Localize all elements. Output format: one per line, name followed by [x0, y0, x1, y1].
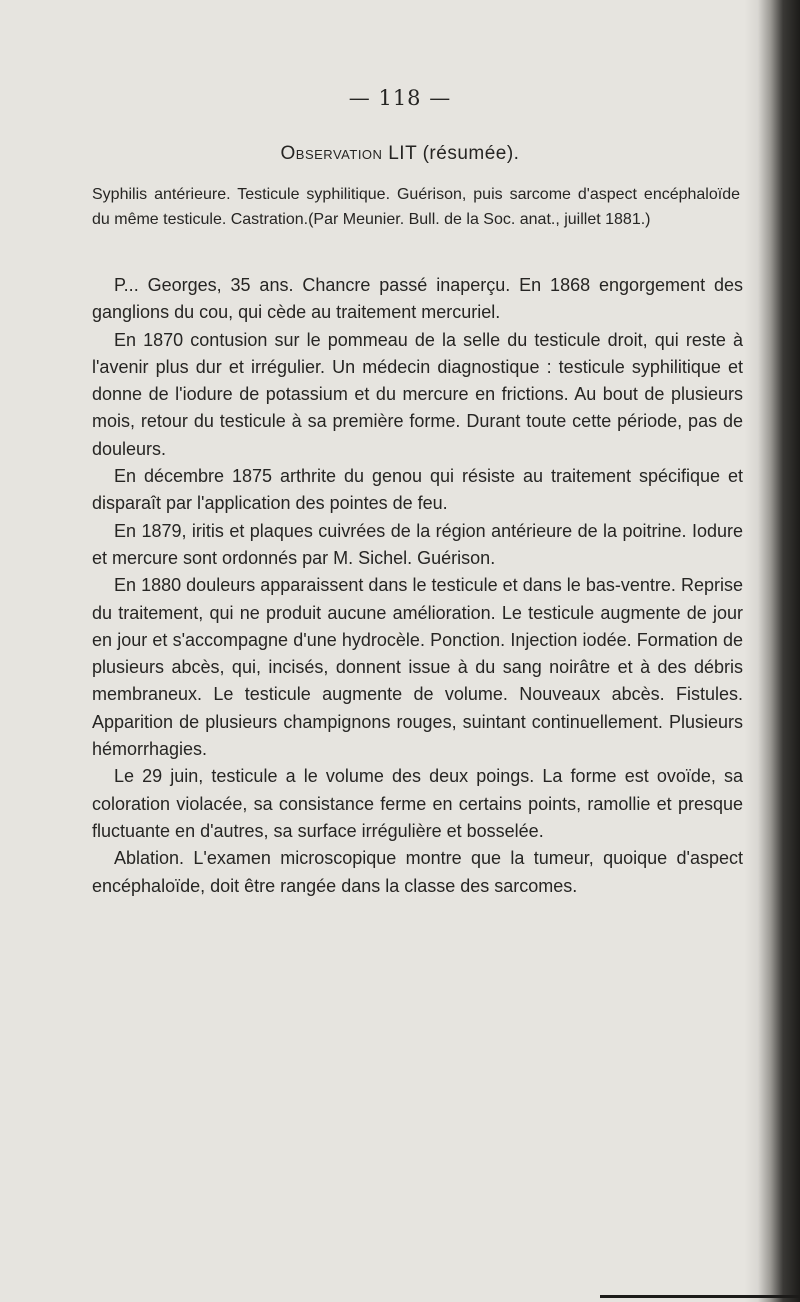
observation-body	[92, 272, 743, 900]
observation-title	[0, 143, 800, 165]
observation-summary: Syphilis antérieure. Testicule syphilitique. Guérison, puis sarcome d'aspect encéphaloïde du même testicule. Castration.(Par Meunier. Bull. de la Soc. anat., juillet 1881.)	[92, 186, 740, 228]
paragraph: En décembre 1875 arthrite du genou qui résiste au traitement spécifique et disparaît par l'application des pointes de feu.	[92, 466, 743, 514]
page-number: — 118 —	[348, 86, 452, 110]
paragraph: Ablation. L'examen microscopique montre que la tumeur, quoique d'aspect encéphaloïde, doit être rangée dans la classe des sarcomes.	[92, 848, 743, 896]
bottom-edge-line	[600, 1295, 800, 1298]
book-edge	[758, 0, 800, 1302]
observation-title-rest: LIT (résumée).	[388, 143, 520, 164]
paragraph: En 1880 douleurs apparaissent dans le testicule et dans le bas-ventre. Reprise du traitement, qui ne produit aucune amélioration. Le testicule augmente de jour en jour et s'accompagne d'une hydrocèle. Ponction. Injection iodée. Formation de plusieurs abcès, qui, incisés, donnent issue à du sang noirâtre et à des débris membraneux. Le testicule augmente de volume. Nouveaux abcès. Fistules. Apparition de plusieurs champignons rouges, suintant continuellement. Plusieurs hémorrhagies.	[92, 575, 743, 760]
paragraph: En 1870 contusion sur le pommeau de la selle du testicule droit, qui reste à l'avenir plus dur et irrégulier. Un médecin diagnostique : testicule syphilitique et donne de l'iodure de potassium et du mercure en frictions. Au bout de plusieurs mois, retour du testicule à sa première forme. Durant toute cette période, pas de douleurs.	[92, 329, 743, 459]
observation-title-prefix: Observation	[280, 143, 383, 164]
paragraph: P... Georges, 35 ans. Chancre passé inaperçu. En 1868 engorgement des ganglions du cou, qui cède au traitement mercuriel.	[92, 275, 743, 323]
binding-shadow	[744, 0, 758, 1302]
paragraph: Le 29 juin, testicule a le volume des deux poings. La forme est ovoïde, sa coloration violacée, sa consistance ferme en certains points, ramollie et presque fluctuante en d'autres, sa surface irrégulière et bosselée.	[92, 766, 743, 841]
paragraph: En 1879, iritis et plaques cuivrées de la région antérieure de la poitrine. Iodure et mercure sont ordonnés par M. Sichel. Guérison.	[92, 520, 743, 568]
